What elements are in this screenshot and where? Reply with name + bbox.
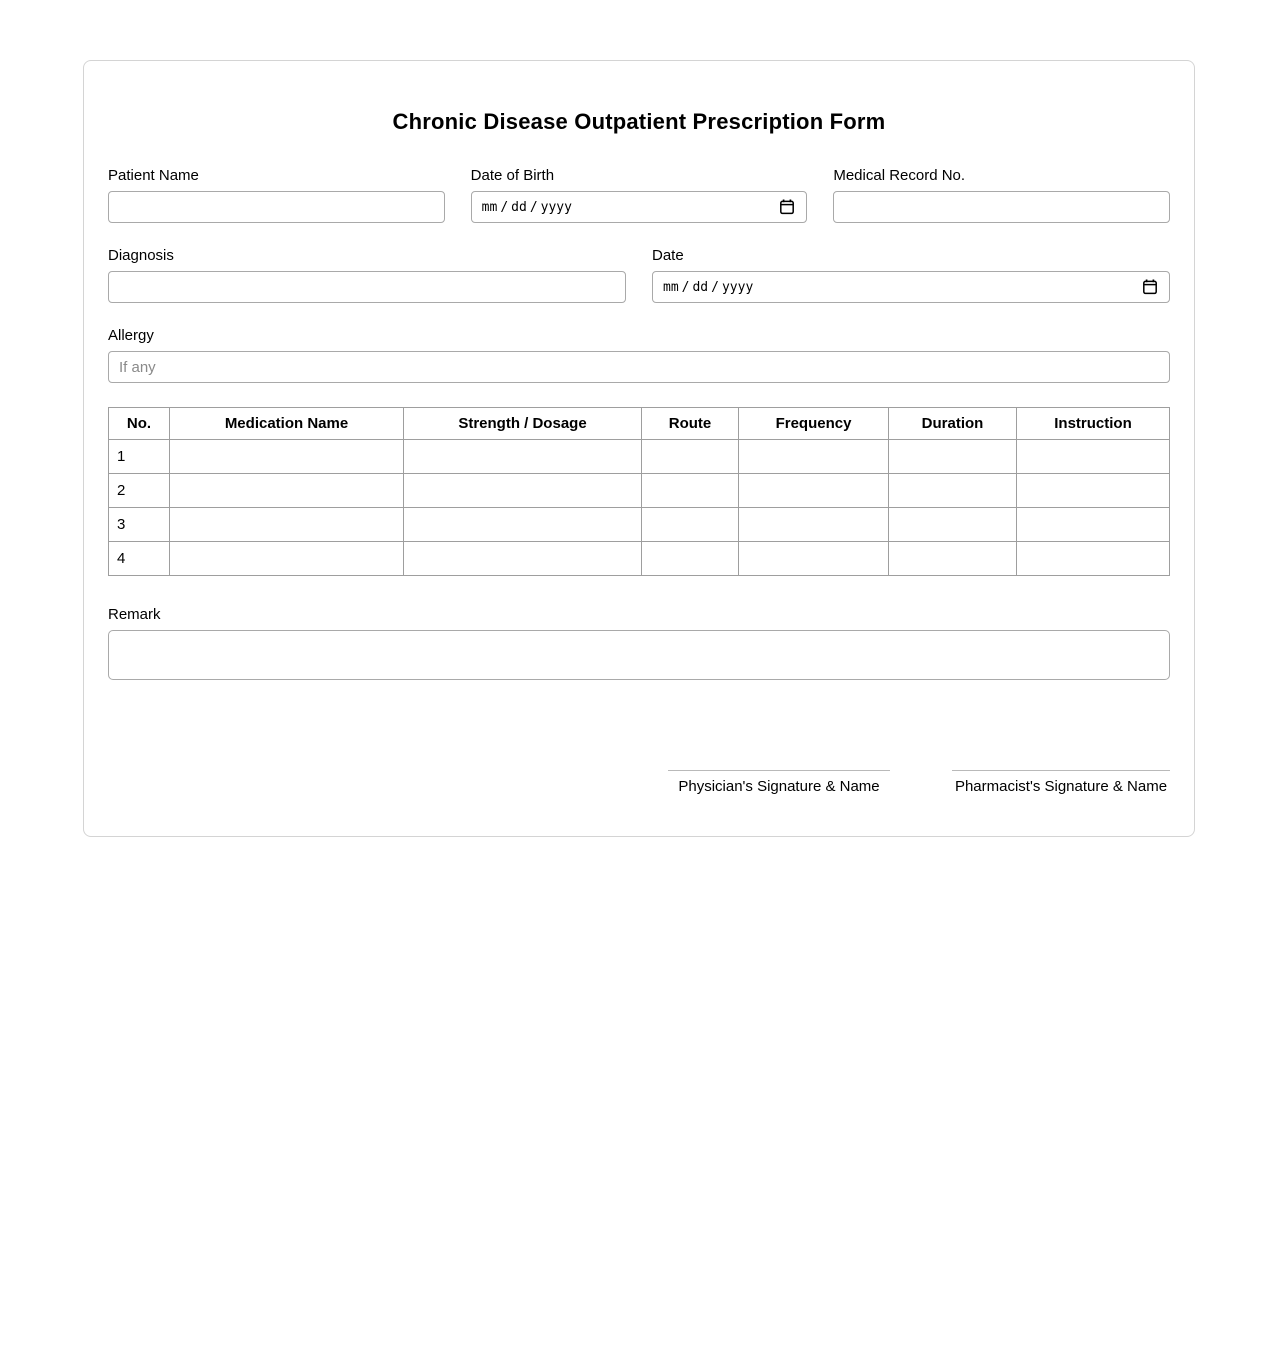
date-segment-month: mm [481,199,498,215]
route-cell [642,542,739,576]
date-placeholder [663,280,753,295]
table-row [109,508,1170,542]
instruction-cell [1017,542,1170,576]
patient-name-input[interactable] [108,191,445,223]
duration-cell [889,542,1017,576]
table-row [109,542,1170,576]
col-header-frequency: Frequency [739,408,889,440]
pharmacist-signature-block [952,770,1170,796]
form-row-diagnosis [108,247,1170,303]
date-of-birth-input[interactable] [471,191,808,223]
route-cell [642,474,739,508]
instruction-cell [1017,474,1170,508]
row-number-cell: 3 [109,508,170,542]
page-background [0,60,1278,1360]
prescription-form-card [83,60,1195,837]
table-row [109,440,1170,474]
date-of-birth-placeholder [482,200,572,215]
date-input[interactable] [652,271,1170,303]
diagnosis-field [108,247,626,303]
date-of-birth-field [471,167,808,223]
duration-cell [889,440,1017,474]
date-separator: / [500,199,509,215]
remark-label: Remark [108,606,161,623]
calendar-icon[interactable] [778,198,796,216]
strength-dosage-cell [404,474,642,508]
form-row-allergy [108,327,1170,383]
medical-record-label: Medical Record No. [833,167,966,184]
row-number-cell: 2 [109,474,170,508]
date-segment-year: yyyy [540,199,572,215]
calendar-icon[interactable] [1141,278,1159,296]
date-segment-month: mm [663,279,679,295]
route-cell [642,508,739,542]
medication-name-cell [170,440,404,474]
page-title: Chronic Disease Outpatient Prescription Form [392,109,886,134]
date-segment-day: dd [511,199,527,215]
medical-record-field [833,167,1170,223]
diagnosis-label: Diagnosis [108,247,174,264]
date-separator: / [529,199,538,215]
medication-name-cell [170,542,404,576]
date-label: Date [652,247,684,264]
allergy-field [108,327,1170,383]
strength-dosage-cell [404,508,642,542]
col-header-route: Route [642,408,739,440]
col-header-instruction: Instruction [1017,408,1170,440]
pharmacist-signature-label: Pharmacist's Signature & Name [954,778,1168,795]
medication-name-cell [170,474,404,508]
remark-textarea[interactable] [108,630,1170,680]
col-header-no: No. [109,408,170,440]
row-number-cell: 4 [109,542,170,576]
allergy-label: Allergy [108,327,154,344]
frequency-cell [739,508,889,542]
physician-signature-block [668,770,890,796]
medication-table-header-row [109,408,1170,440]
col-header-duration: Duration [889,408,1017,440]
date-segment-year: yyyy [721,279,754,295]
allergy-input[interactable] [108,351,1170,383]
table-row [109,474,1170,508]
col-header-strength-dosage: Strength / Dosage [404,408,642,440]
duration-cell [889,508,1017,542]
patient-name-field [108,167,445,223]
date-field [652,247,1170,303]
patient-name-label: Patient Name [108,167,199,184]
instruction-cell [1017,508,1170,542]
strength-dosage-cell [404,440,642,474]
row-number-cell: 1 [109,440,170,474]
instruction-cell [1017,440,1170,474]
frequency-cell [739,542,889,576]
duration-cell [889,474,1017,508]
date-of-birth-label: Date of Birth [470,167,555,184]
medical-record-input[interactable] [833,191,1170,223]
medication-table [108,407,1170,576]
remark-field [108,606,1170,685]
frequency-cell [739,440,889,474]
col-header-medication-name: Medication Name [170,408,404,440]
form-row-identity [108,167,1170,223]
physician-signature-label: Physician's Signature & Name [678,778,880,795]
route-cell [642,440,739,474]
diagnosis-input[interactable] [108,271,626,303]
date-separator: / [681,279,690,295]
date-segment-day: dd [692,279,709,295]
medication-name-cell [170,508,404,542]
strength-dosage-cell [404,542,642,576]
date-separator: / [711,279,719,295]
frequency-cell [739,474,889,508]
signature-row [108,770,1170,796]
